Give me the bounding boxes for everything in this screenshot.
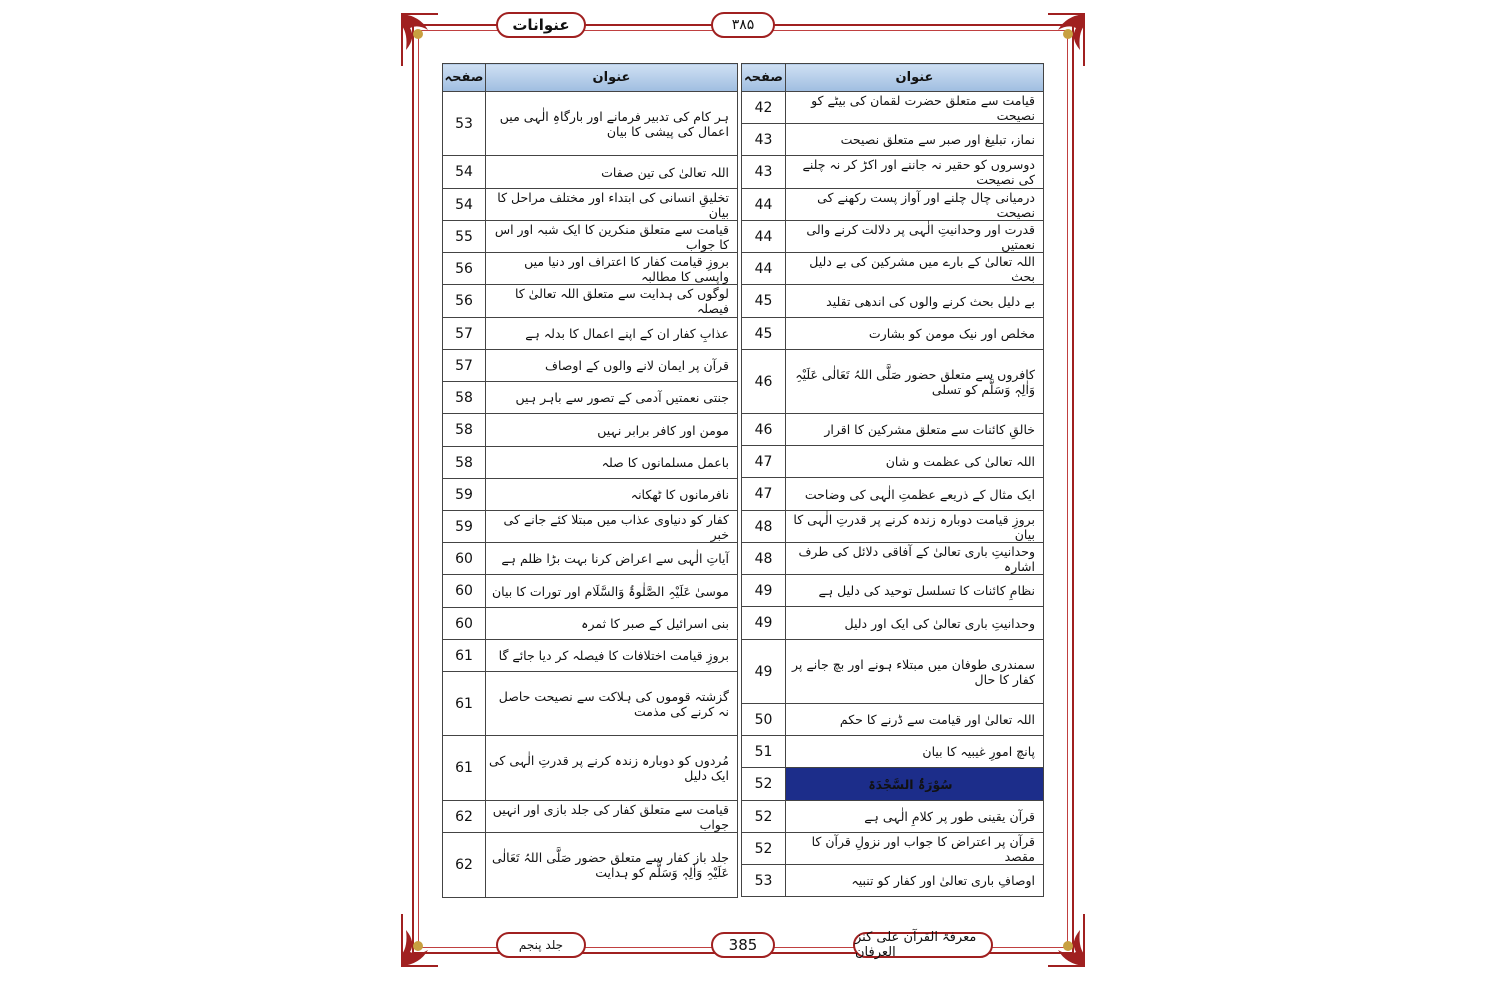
table-row (443, 833, 738, 898)
page-number-cell: 54 (443, 156, 486, 189)
table-row (443, 640, 738, 672)
table-row (742, 446, 1044, 478)
page-number-cell: 62 (443, 833, 486, 898)
page-number-cell: 60 (443, 608, 486, 640)
page-number-cell: 48 (742, 543, 786, 575)
table-row (443, 92, 738, 156)
table-row (443, 736, 738, 801)
table-row (742, 253, 1044, 285)
page-number-cell: 56 (443, 285, 486, 318)
title-cell: سمندری طوفان میں مبتلاء ہونے اور بچ جانے پر کفار کا حال (785, 640, 1043, 704)
column-header-page: صفحہ (443, 64, 486, 92)
title-cell: عذابِ کفار ان کے اپنے اعمال کا بدلہ ہے (485, 318, 737, 350)
table-row (742, 736, 1044, 768)
page-number-cell: 55 (443, 221, 486, 253)
title-cell: بروزِ قیامت کفار کا اعتراف اور دنیا میں واپسی کا مطالبہ (485, 253, 737, 285)
page-number-cell: 46 (742, 350, 786, 414)
title-cell: خالقِ کائنات سے متعلق مشرکین کا اقرار (785, 414, 1043, 446)
toc-table-left (442, 63, 738, 898)
page-number-cell: 57 (443, 350, 486, 382)
page-number-cell: 45 (742, 285, 786, 318)
page-number-cell: 53 (443, 92, 486, 156)
title-cell: وحدانیتِ باری تعالیٰ کے آفاقی دلائل کی طرف اشارہ (785, 543, 1043, 575)
table-row (742, 156, 1044, 189)
book-title: معرفۃ القرآن علی کنز العرفان (853, 932, 993, 958)
title-cell: قیامت سے متعلق کفار کی جلد بازی اور انہیں جواب (485, 801, 737, 833)
title-cell: نافرمانوں کا ٹھکانہ (485, 479, 737, 511)
table-row (443, 575, 738, 608)
page-number-cell: 49 (742, 607, 786, 640)
title-cell: اللہ تعالیٰ کی عظمت و شان (785, 446, 1043, 478)
title-cell: وحدانیتِ باری تعالیٰ کی ایک اور دلیل (785, 607, 1043, 640)
title-cell: نماز، تبلیغ اور صبر سے متعلق نصیحت (785, 124, 1043, 156)
title-cell: اللہ تعالیٰ کی تین صفات (485, 156, 737, 189)
title-cell: لوگوں کی ہدایت سے متعلق اللہ تعالیٰ کا فیصلہ (485, 285, 737, 318)
page-number-cell: 58 (443, 414, 486, 447)
page-number-cell: 43 (742, 156, 786, 189)
page-number-cell: 48 (742, 511, 786, 543)
page-title: عنوانات (496, 12, 586, 38)
page-number-cell: 47 (742, 478, 786, 511)
table-row (742, 414, 1044, 446)
page-number-bottom: 385 (711, 932, 775, 958)
table-row (443, 608, 738, 640)
title-cell: ایک مثال کے ذریعے عظمتِ الٰہی کی وضاحت (785, 478, 1043, 511)
table-row (742, 124, 1044, 156)
page-number-cell: 52 (742, 833, 786, 865)
title-cell: درمیانی چال چلنے اور آواز پست رکھنے کی نصیحت (785, 189, 1043, 221)
table-row (443, 285, 738, 318)
table-row (742, 221, 1044, 253)
column-header-page: صفحہ (742, 64, 786, 92)
corner-ornament-icon (1044, 910, 1088, 970)
table-row (742, 189, 1044, 221)
table-row (742, 543, 1044, 575)
corner-ornament-icon (1044, 10, 1088, 70)
table-row (742, 92, 1044, 124)
table-row (443, 447, 738, 479)
title-cell: اوصافِ باری تعالیٰ اور کفار کو تنبیہ (785, 865, 1043, 897)
table-row (742, 607, 1044, 640)
page-number-cell: 59 (443, 511, 486, 543)
page-number-cell: 59 (443, 479, 486, 511)
table-row (742, 575, 1044, 607)
table-row (742, 350, 1044, 414)
page-number-cell: 56 (443, 253, 486, 285)
table-row (443, 318, 738, 350)
table-row (742, 865, 1044, 897)
table-row (742, 285, 1044, 318)
table-row (443, 382, 738, 414)
table-row (443, 156, 738, 189)
title-cell: نظامِ کائنات کا تسلسل توحید کی دلیل ہے (785, 575, 1043, 607)
table-header-row (443, 64, 738, 92)
page-number-cell: 44 (742, 221, 786, 253)
page-number-cell: 53 (742, 865, 786, 897)
page-number-cell: 58 (443, 382, 486, 414)
page-number-cell: 60 (443, 543, 486, 575)
table-row (443, 253, 738, 285)
toc-table-right (741, 63, 1044, 897)
title-cell: دوسروں کو حقیر نہ جاننے اور اکڑ کر نہ چلنے کی نصیحت (785, 156, 1043, 189)
page-number-cell: 43 (742, 124, 786, 156)
page-number-cell: 49 (742, 575, 786, 607)
title-cell: اللہ تعالیٰ اور قیامت سے ڈرنے کا حکم (785, 704, 1043, 736)
title-cell: پانچ امورِ غیبیہ کا بیان (785, 736, 1043, 768)
title-cell: جنتی نعمتیں آدمی کے تصور سے باہر ہیں (485, 382, 737, 414)
table-row (742, 318, 1044, 350)
title-cell: آیاتِ الٰہی سے اعراض کرنا بہت بڑا ظلم ہے (485, 543, 737, 575)
title-cell: قیامت سے متعلق منکرین کا ایک شبہ اور اس کا جواب (485, 221, 737, 253)
title-cell: جلد باز کفار سے متعلق حضور صَلَّی اللہُ تَعَالٰی عَلَیْہِ وَاٰلِہٖ وَسَلَّم کو ہدایت (485, 833, 737, 898)
table-row (443, 801, 738, 833)
page-number-cell: 42 (742, 92, 786, 124)
page-number-cell: 61 (443, 672, 486, 736)
title-cell: موسیٰ عَلَیْہِ الصَّلٰوۃُ وَالسَّلَام اور تورات کا بیان (485, 575, 737, 608)
table-row (742, 704, 1044, 736)
title-cell: مومن اور کافر برابر نہیں (485, 414, 737, 447)
table-row (443, 543, 738, 575)
table-row (742, 640, 1044, 704)
column-header-title: عنوان (485, 64, 737, 92)
table-row (443, 350, 738, 382)
title-cell: قرآن پر اعتراض کا جواب اور نزولِ قرآن کا مقصد (785, 833, 1043, 865)
title-cell: اللہ تعالیٰ کے بارے میں مشرکین کی بے دلیل بحث (785, 253, 1043, 285)
table-row (742, 478, 1044, 511)
table-row (443, 479, 738, 511)
table-row (443, 189, 738, 221)
table-row (742, 801, 1044, 833)
table-header-row (742, 64, 1044, 92)
table-row (443, 511, 738, 543)
page-number-cell: 49 (742, 640, 786, 704)
volume-label: جلد پنجم (496, 932, 586, 958)
title-cell: کافروں سے متعلق حضور صَلَّی اللہُ تَعَالٰی عَلَیْہِ وَاٰلِہٖ وَسَلَّم کو تسلی (785, 350, 1043, 414)
page-number-cell: 61 (443, 640, 486, 672)
corner-ornament-icon (398, 910, 442, 970)
title-cell: باعمل مسلمانوں کا صلہ (485, 447, 737, 479)
table-row (443, 672, 738, 736)
page-number-cell: 62 (443, 801, 486, 833)
page-number-cell: 51 (742, 736, 786, 768)
title-cell: قرآن یقینی طور پر کلامِ الٰہی ہے (785, 801, 1043, 833)
title-cell: قدرت اور وحدانیتِ الٰہی پر دلالت کرنے والی نعمتیں (785, 221, 1043, 253)
title-cell: مُردوں کو دوبارہ زندہ کرنے پر قدرتِ الٰہی کی ایک دلیل (485, 736, 737, 801)
page-number-cell: 54 (443, 189, 486, 221)
title-cell: بے دلیل بحث کرنے والوں کی اندھی تقلید (785, 285, 1043, 318)
page-number-cell: 52 (742, 801, 786, 833)
title-cell: بروزِ قیامت اختلافات کا فیصلہ کر دیا جائے گا (485, 640, 737, 672)
title-cell: کفار کو دنیاوی عذاب میں مبتلا کئے جانے کی خبر (485, 511, 737, 543)
table-row (443, 414, 738, 447)
table-row (443, 221, 738, 253)
title-cell: گزشتہ قوموں کی ہلاکت سے نصیحت حاصل نہ کرنے کی مذمت (485, 672, 737, 736)
page-number-top: ۳۸۵ (711, 12, 775, 38)
column-header-title: عنوان (785, 64, 1043, 92)
title-cell: بنی اسرائیل کے صبر کا ثمرہ (485, 608, 737, 640)
title-cell: بروزِ قیامت دوبارہ زندہ کرنے پر قدرتِ الٰہی کا بیان (785, 511, 1043, 543)
page-number-cell: 50 (742, 704, 786, 736)
page-number-cell: 60 (443, 575, 486, 608)
page-number-cell: 46 (742, 414, 786, 446)
title-cell: ہر کام کی تدبیر فرمانے اور بارگاہِ الٰہی میں اعمال کی پیشی کا بیان (485, 92, 737, 156)
page-number-cell: 52 (742, 768, 786, 801)
page-number-cell: 44 (742, 189, 786, 221)
surah-heading: سُوْرَۃُ السَّجْدَۃ (785, 768, 1043, 801)
book-page (398, 10, 1088, 970)
page-number-cell: 44 (742, 253, 786, 285)
table-row (742, 511, 1044, 543)
table-row (742, 833, 1044, 865)
title-cell: مخلص اور نیک مومن کو بشارت (785, 318, 1043, 350)
page-number-cell: 45 (742, 318, 786, 350)
page-number-cell: 57 (443, 318, 486, 350)
title-cell: قیامت سے متعلق حضرت لقمان کی بیٹے کو نصیحت (785, 92, 1043, 124)
page-number-cell: 58 (443, 447, 486, 479)
title-cell: تخلیقِ انسانی کی ابتداء اور مختلف مراحل کا بیان (485, 189, 737, 221)
page-number-cell: 61 (443, 736, 486, 801)
corner-ornament-icon (398, 10, 442, 70)
page-number-cell: 47 (742, 446, 786, 478)
table-row (742, 768, 1044, 801)
title-cell: قرآن پر ایمان لانے والوں کے اوصاف (485, 350, 737, 382)
